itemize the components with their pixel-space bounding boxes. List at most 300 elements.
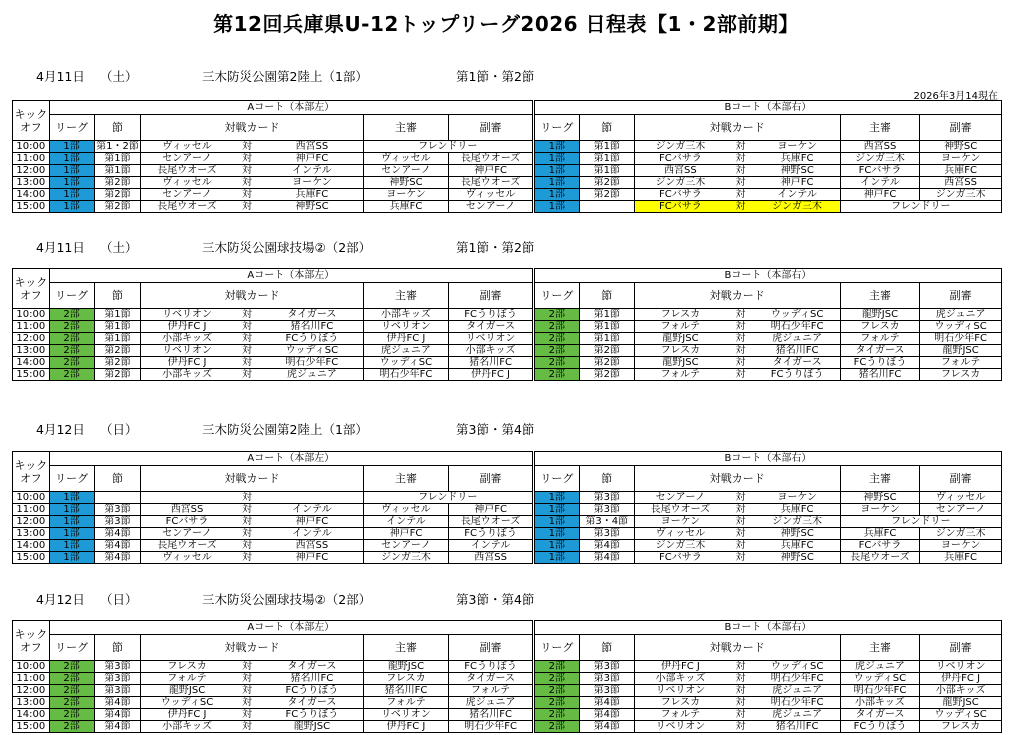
kickoff-time: 14:00 (13, 709, 50, 721)
assistant-header: 副審 (920, 635, 1002, 661)
league-cell: 2部 (49, 685, 94, 697)
round-cell: 第1節 (94, 309, 141, 321)
away-team: タイガース (261, 309, 363, 321)
kickoff-time: 15:00 (13, 369, 50, 381)
home-team: ジンガ三木 (634, 177, 726, 189)
page-title: 第12回兵庫県U-12トップリーグ2026 日程表【1・2部前期】 (213, 12, 799, 36)
vs-label: 対 (233, 345, 262, 357)
away-team: 明石少年FC (755, 673, 841, 685)
away-team: ウッディSC (261, 345, 363, 357)
referee-cell: ウッディSC (840, 673, 920, 685)
assistant-header: 副審 (449, 635, 533, 661)
home-team: FCバサラ (634, 201, 726, 213)
referee-cell: センアーノ (363, 540, 449, 552)
vs-label: 対 (233, 552, 262, 564)
away-team: 神戸FC (261, 552, 363, 564)
round-cell: 第1節 (94, 321, 141, 333)
league-cell: 1部 (49, 492, 94, 504)
vs-label: 対 (233, 141, 262, 153)
round-cell: 第3節 (94, 516, 141, 528)
league-cell: 1部 (534, 201, 579, 213)
vs-label: 対 (726, 528, 755, 540)
round-cell: 第3節 (94, 504, 141, 516)
home-team: フォルテ (634, 709, 726, 721)
league-cell: 2部 (49, 721, 94, 733)
assistant-cell: 長尾ウオーズ (449, 153, 533, 165)
vs-label: 対 (233, 321, 262, 333)
kickoff-header: キック オフ (13, 269, 50, 309)
referee-cell: 神野SC (363, 177, 449, 189)
referee-header: 主審 (363, 466, 449, 492)
referee-cell: 兵庫FC (363, 201, 449, 213)
vs-label: 対 (726, 345, 755, 357)
league-cell: 1部 (49, 504, 94, 516)
matchup-header: 対戦カード (634, 466, 840, 492)
vs-label: 対 (233, 333, 262, 345)
table-row (13, 153, 1002, 165)
assistant-cell: ジンガ三木 (920, 189, 1002, 201)
away-team: FCうりぼう (261, 709, 363, 721)
referee-cell: 兵庫FC (840, 528, 920, 540)
away-team: ジンガ三木 (755, 201, 841, 213)
assistant-cell: 西宮SS (920, 177, 1002, 189)
friendly-label: フレンドリー (363, 492, 532, 504)
vs-label: 対 (233, 540, 262, 552)
league-cell: 2部 (49, 697, 94, 709)
table-row (13, 709, 1002, 721)
section-header (12, 420, 1002, 440)
league-cell: 2部 (49, 321, 94, 333)
referee-cell: 伊丹FC J (363, 721, 449, 733)
home-team: フレスカ (634, 309, 726, 321)
assistant-cell: 小部キッズ (449, 345, 533, 357)
home-team: ヴィッセル (634, 528, 726, 540)
court-b-header: Bコート（本部右） (534, 101, 1001, 115)
league-cell: 2部 (534, 369, 579, 381)
section-venue: 三木防災公園第2陸上（1部） (202, 422, 368, 437)
league-cell: 1部 (49, 552, 94, 564)
league-cell: 1部 (49, 153, 94, 165)
vs-label: 対 (233, 369, 262, 381)
assistant-cell: 小部キッズ (920, 685, 1002, 697)
referee-header: 主審 (840, 466, 920, 492)
assistant-header: 副審 (920, 283, 1002, 309)
kickoff-time: 11:00 (13, 321, 50, 333)
round-cell: 第2節 (94, 201, 141, 213)
round-cell: 第2節 (579, 345, 634, 357)
vs-label: 対 (726, 321, 755, 333)
vs-label: 対 (233, 528, 262, 540)
assistant-cell: ヨーケン (920, 153, 1002, 165)
kickoff-time: 13:00 (13, 177, 50, 189)
vs-label: 対 (726, 141, 755, 153)
league-cell: 2部 (534, 673, 579, 685)
away-team: 龍野JSC (261, 721, 363, 733)
league-cell: 2部 (49, 309, 94, 321)
league-cell: 2部 (534, 333, 579, 345)
home-team: 小部キッズ (141, 721, 233, 733)
referee-cell: 長尾ウオーズ (840, 552, 920, 564)
league-header: リーグ (49, 283, 94, 309)
vs-label: 対 (233, 685, 262, 697)
league-cell: 2部 (49, 709, 94, 721)
section-date: 4月11日 (36, 69, 85, 84)
assistant-cell: フォルテ (920, 357, 1002, 369)
home-team: 伊丹FC J (634, 661, 726, 673)
section-date: 4月12日 (36, 592, 85, 607)
assistant-cell: 虎ジュニア (449, 697, 533, 709)
assistant-cell: リベリオン (449, 333, 533, 345)
table-row (13, 697, 1002, 709)
round-cell: 第4節 (94, 709, 141, 721)
round-cell: 第4節 (94, 540, 141, 552)
vs-label: 対 (233, 492, 262, 504)
referee-cell: フォルテ (840, 333, 920, 345)
league-cell: 1部 (49, 141, 94, 153)
assistant-cell: ヨーケン (920, 540, 1002, 552)
vs-label: 対 (726, 709, 755, 721)
table-row (13, 492, 1002, 504)
away-team: タイガース (261, 697, 363, 709)
table-row (13, 345, 1002, 357)
table-row (13, 321, 1002, 333)
vs-label: 対 (726, 177, 755, 189)
referee-cell: 神野SC (840, 492, 920, 504)
assistant-cell: フォルテ (449, 685, 533, 697)
kickoff-time: 14:00 (13, 189, 50, 201)
league-cell: 2部 (534, 697, 579, 709)
league-cell: 2部 (534, 685, 579, 697)
kickoff-time: 12:00 (13, 333, 50, 345)
league-cell: 1部 (534, 492, 579, 504)
away-team: FCうりぼう (261, 685, 363, 697)
home-team: 西宮SS (634, 165, 726, 177)
referee-header: 主審 (363, 283, 449, 309)
table-row (13, 528, 1002, 540)
away-team: 猪名川FC (261, 321, 363, 333)
round-cell: 第2節 (94, 345, 141, 357)
away-team: 神戸FC (261, 516, 363, 528)
assistant-cell: センアーノ (449, 201, 533, 213)
table-row (13, 540, 1002, 552)
assistant-header: 副審 (920, 115, 1002, 141)
assistant-cell: ヴィッセル (920, 492, 1002, 504)
table-row (13, 141, 1002, 153)
league-cell: 1部 (534, 504, 579, 516)
vs-label: 対 (726, 697, 755, 709)
round-cell: 第4節 (579, 697, 634, 709)
section-date: 4月11日 (36, 240, 85, 255)
referee-cell: 小部キッズ (840, 697, 920, 709)
vs-label: 対 (233, 697, 262, 709)
vs-label: 対 (233, 165, 262, 177)
away-team: 明石少年FC (261, 357, 363, 369)
court-a-header: Aコート（本部左） (49, 101, 532, 115)
round-cell: 第1節 (94, 153, 141, 165)
away-team: 神野SC (755, 528, 841, 540)
league-cell: 2部 (534, 321, 579, 333)
home-team: センアーノ (141, 528, 233, 540)
home-team: フレスカ (634, 697, 726, 709)
away-team: 兵庫FC (755, 153, 841, 165)
round-cell: 第4節 (579, 540, 634, 552)
away-team: 神戸FC (261, 153, 363, 165)
assistant-cell: センアーノ (920, 504, 1002, 516)
assistant-cell: FCうりぼう (449, 528, 533, 540)
league-cell: 1部 (534, 165, 579, 177)
referee-cell: 神戸FC (840, 189, 920, 201)
league-cell: 1部 (49, 201, 94, 213)
round-cell: 第1節 (579, 321, 634, 333)
round-cell: 第1節 (579, 165, 634, 177)
league-cell: 1部 (49, 165, 94, 177)
schedule-table (12, 100, 1002, 213)
league-cell: 1部 (534, 153, 579, 165)
league-header: リーグ (49, 115, 94, 141)
league-header: リーグ (534, 115, 579, 141)
kickoff-time: 15:00 (13, 721, 50, 733)
away-team: 虎ジュニア (755, 333, 841, 345)
league-cell: 2部 (534, 709, 579, 721)
assistant-cell: フレスカ (920, 369, 1002, 381)
referee-cell: フレスカ (840, 321, 920, 333)
home-team: ヨーケン (634, 516, 726, 528)
home-team: 長尾ウオーズ (141, 201, 233, 213)
round-header: 節 (94, 635, 141, 661)
section-venue: 三木防災公園球技場②（2部） (202, 592, 372, 607)
vs-label: 対 (726, 189, 755, 201)
home-team: フォルテ (634, 321, 726, 333)
round-header: 節 (94, 115, 141, 141)
court-b-header: Bコート（本部右） (534, 269, 1001, 283)
round-cell: 第4節 (579, 552, 634, 564)
home-team: ウッディSC (141, 697, 233, 709)
matchup-header: 対戦カード (634, 283, 840, 309)
home-team: ヴィッセル (141, 177, 233, 189)
home-team: リベリオン (141, 309, 233, 321)
vs-label: 対 (726, 516, 755, 528)
league-cell: 2部 (534, 345, 579, 357)
referee-header: 主審 (363, 635, 449, 661)
league-cell: 2部 (49, 357, 94, 369)
round-cell: 第1節 (94, 333, 141, 345)
home-team: ジンガ三木 (634, 540, 726, 552)
away-team: ヨーケン (755, 141, 841, 153)
vs-label: 対 (726, 153, 755, 165)
round-cell: 第1節 (579, 153, 634, 165)
kickoff-time: 15:00 (13, 552, 50, 564)
vs-label: 対 (233, 201, 262, 213)
home-team: 西宮SS (141, 504, 233, 516)
away-team: FCうりぼう (755, 369, 841, 381)
league-cell: 2部 (534, 661, 579, 673)
referee-cell: FCバサラ (840, 165, 920, 177)
assistant-cell: 伊丹FC J (920, 673, 1002, 685)
away-team: ウッディSC (755, 661, 841, 673)
table-row (13, 661, 1002, 673)
home-team: 龍野JSC (141, 685, 233, 697)
section-rounds: 第3節・第4節 (456, 592, 535, 607)
vs-label: 対 (726, 552, 755, 564)
away-team: タイガース (261, 661, 363, 673)
vs-label: 対 (726, 673, 755, 685)
league-cell: 2部 (534, 357, 579, 369)
away-team: 兵庫FC (755, 540, 841, 552)
assistant-cell: フレスカ (920, 721, 1002, 733)
kickoff-time: 12:00 (13, 165, 50, 177)
round-cell: 第1・2節 (94, 141, 141, 153)
home-team: 龍野JSC (634, 357, 726, 369)
as-of-date: 2026年3月14現在 (913, 91, 998, 102)
assistant-header: 副審 (920, 466, 1002, 492)
section-rounds: 第1節・第2節 (456, 240, 535, 255)
section-venue: 三木防災公園第2陸上（1部） (202, 69, 368, 84)
assistant-cell: 長尾ウオーズ (449, 177, 533, 189)
league-header: リーグ (534, 466, 579, 492)
home-team: フレスカ (634, 345, 726, 357)
table-row (13, 685, 1002, 697)
table-row (13, 721, 1002, 733)
away-team: 神戸FC (755, 177, 841, 189)
league-cell: 1部 (534, 552, 579, 564)
referee-cell: ジンガ三木 (840, 153, 920, 165)
league-cell: 1部 (534, 528, 579, 540)
away-team: インテル (261, 165, 363, 177)
league-header: リーグ (49, 635, 94, 661)
away-team: タイガース (755, 357, 841, 369)
home-team: 龍野JSC (634, 333, 726, 345)
round-cell: 第4節 (94, 528, 141, 540)
home-team: リベリオン (634, 685, 726, 697)
away-team: ヨーケン (755, 492, 841, 504)
kickoff-time: 14:00 (13, 357, 50, 369)
home-team: ヴィッセル (141, 141, 233, 153)
section-day: （土） (100, 240, 138, 255)
assistant-header: 副審 (449, 466, 533, 492)
section-rounds: 第3節・第4節 (456, 422, 535, 437)
home-team: フォルテ (141, 673, 233, 685)
referee-cell: 西宮SS (840, 141, 920, 153)
referee-cell: インテル (363, 516, 449, 528)
kickoff-time: 13:00 (13, 528, 50, 540)
vs-label: 対 (233, 504, 262, 516)
round-cell: 第1節 (579, 141, 634, 153)
assistant-cell: 兵庫FC (920, 552, 1002, 564)
home-team: 伊丹FC J (141, 321, 233, 333)
assistant-cell: FCうりぼう (449, 309, 533, 321)
home-team: FCバサラ (634, 189, 726, 201)
assistant-cell: FCうりぼう (449, 661, 533, 673)
away-team: インテル (261, 528, 363, 540)
referee-cell: FCうりぼう (840, 357, 920, 369)
away-team: 猪名川FC (755, 345, 841, 357)
assistant-cell: 龍野JSC (920, 345, 1002, 357)
kickoff-header: キック オフ (13, 101, 50, 141)
home-team: 伊丹FC J (141, 709, 233, 721)
away-team: 神野SC (755, 165, 841, 177)
table-row (13, 504, 1002, 516)
table-row (13, 357, 1002, 369)
home-team: 長尾ウオーズ (634, 504, 726, 516)
kickoff-time: 13:00 (13, 345, 50, 357)
home-team: センアーノ (634, 492, 726, 504)
away-team: ジンガ三木 (755, 516, 841, 528)
referee-cell: 龍野JSC (840, 309, 920, 321)
home-team: 伊丹FC J (141, 357, 233, 369)
referee-cell: ヴィッセル (363, 504, 449, 516)
referee-cell: ジンガ三木 (363, 552, 449, 564)
round-cell: 第4節 (94, 697, 141, 709)
league-cell: 2部 (49, 345, 94, 357)
kickoff-header: キック オフ (13, 452, 50, 492)
referee-cell: 虎ジュニア (363, 345, 449, 357)
away-team: 猪名川FC (261, 673, 363, 685)
round-cell: 第3節 (579, 528, 634, 540)
vs-label: 対 (726, 201, 755, 213)
vs-label: 対 (726, 721, 755, 733)
round-cell: 第4節 (94, 721, 141, 733)
schedule-table (12, 620, 1002, 733)
court-b-header: Bコート（本部右） (534, 621, 1001, 635)
league-header: リーグ (534, 635, 579, 661)
kickoff-header: キック オフ (13, 621, 50, 661)
away-team: FCうりぼう (261, 333, 363, 345)
away-team: 神野SC (755, 552, 841, 564)
assistant-cell: タイガース (449, 321, 533, 333)
vs-label: 対 (726, 357, 755, 369)
matchup-header: 対戦カード (141, 635, 363, 661)
kickoff-time: 11:00 (13, 153, 50, 165)
referee-cell: 小部キッズ (363, 309, 449, 321)
kickoff-time: 11:00 (13, 504, 50, 516)
league-header: リーグ (49, 466, 94, 492)
table-row (13, 333, 1002, 345)
section-header (12, 67, 1002, 87)
home-team: センアーノ (141, 189, 233, 201)
league-cell: 1部 (534, 516, 579, 528)
referee-cell: ヨーケン (363, 189, 449, 201)
referee-header: 主審 (840, 115, 920, 141)
league-cell: 1部 (534, 177, 579, 189)
court-a-header: Aコート（本部左） (49, 269, 532, 283)
assistant-cell: 明石少年FC (449, 721, 533, 733)
assistant-cell: ウッディSC (920, 321, 1002, 333)
vs-label: 対 (233, 721, 262, 733)
round-header: 節 (94, 466, 141, 492)
court-b-header: Bコート（本部右） (534, 452, 1001, 466)
round-cell: 第3節 (579, 492, 634, 504)
assistant-cell: 明石少年FC (920, 333, 1002, 345)
away-team: 明石少年FC (755, 321, 841, 333)
referee-cell: 明石少年FC (363, 369, 449, 381)
round-cell: 第4節 (94, 552, 141, 564)
home-team: 小部キッズ (141, 369, 233, 381)
round-cell: 第3・4節 (579, 516, 634, 528)
round-cell: 第2節 (579, 177, 634, 189)
vs-label: 対 (233, 709, 262, 721)
away-team: ウッディSC (755, 309, 841, 321)
referee-cell: リベリオン (363, 321, 449, 333)
league-cell: 1部 (534, 189, 579, 201)
referee-cell: インテル (840, 177, 920, 189)
league-cell: 2部 (534, 721, 579, 733)
table-row (13, 309, 1002, 321)
league-cell: 2部 (49, 333, 94, 345)
kickoff-time: 10:00 (13, 309, 50, 321)
away-team: 西宮SS (261, 540, 363, 552)
away-team: ヨーケン (261, 177, 363, 189)
vs-label: 対 (233, 177, 262, 189)
